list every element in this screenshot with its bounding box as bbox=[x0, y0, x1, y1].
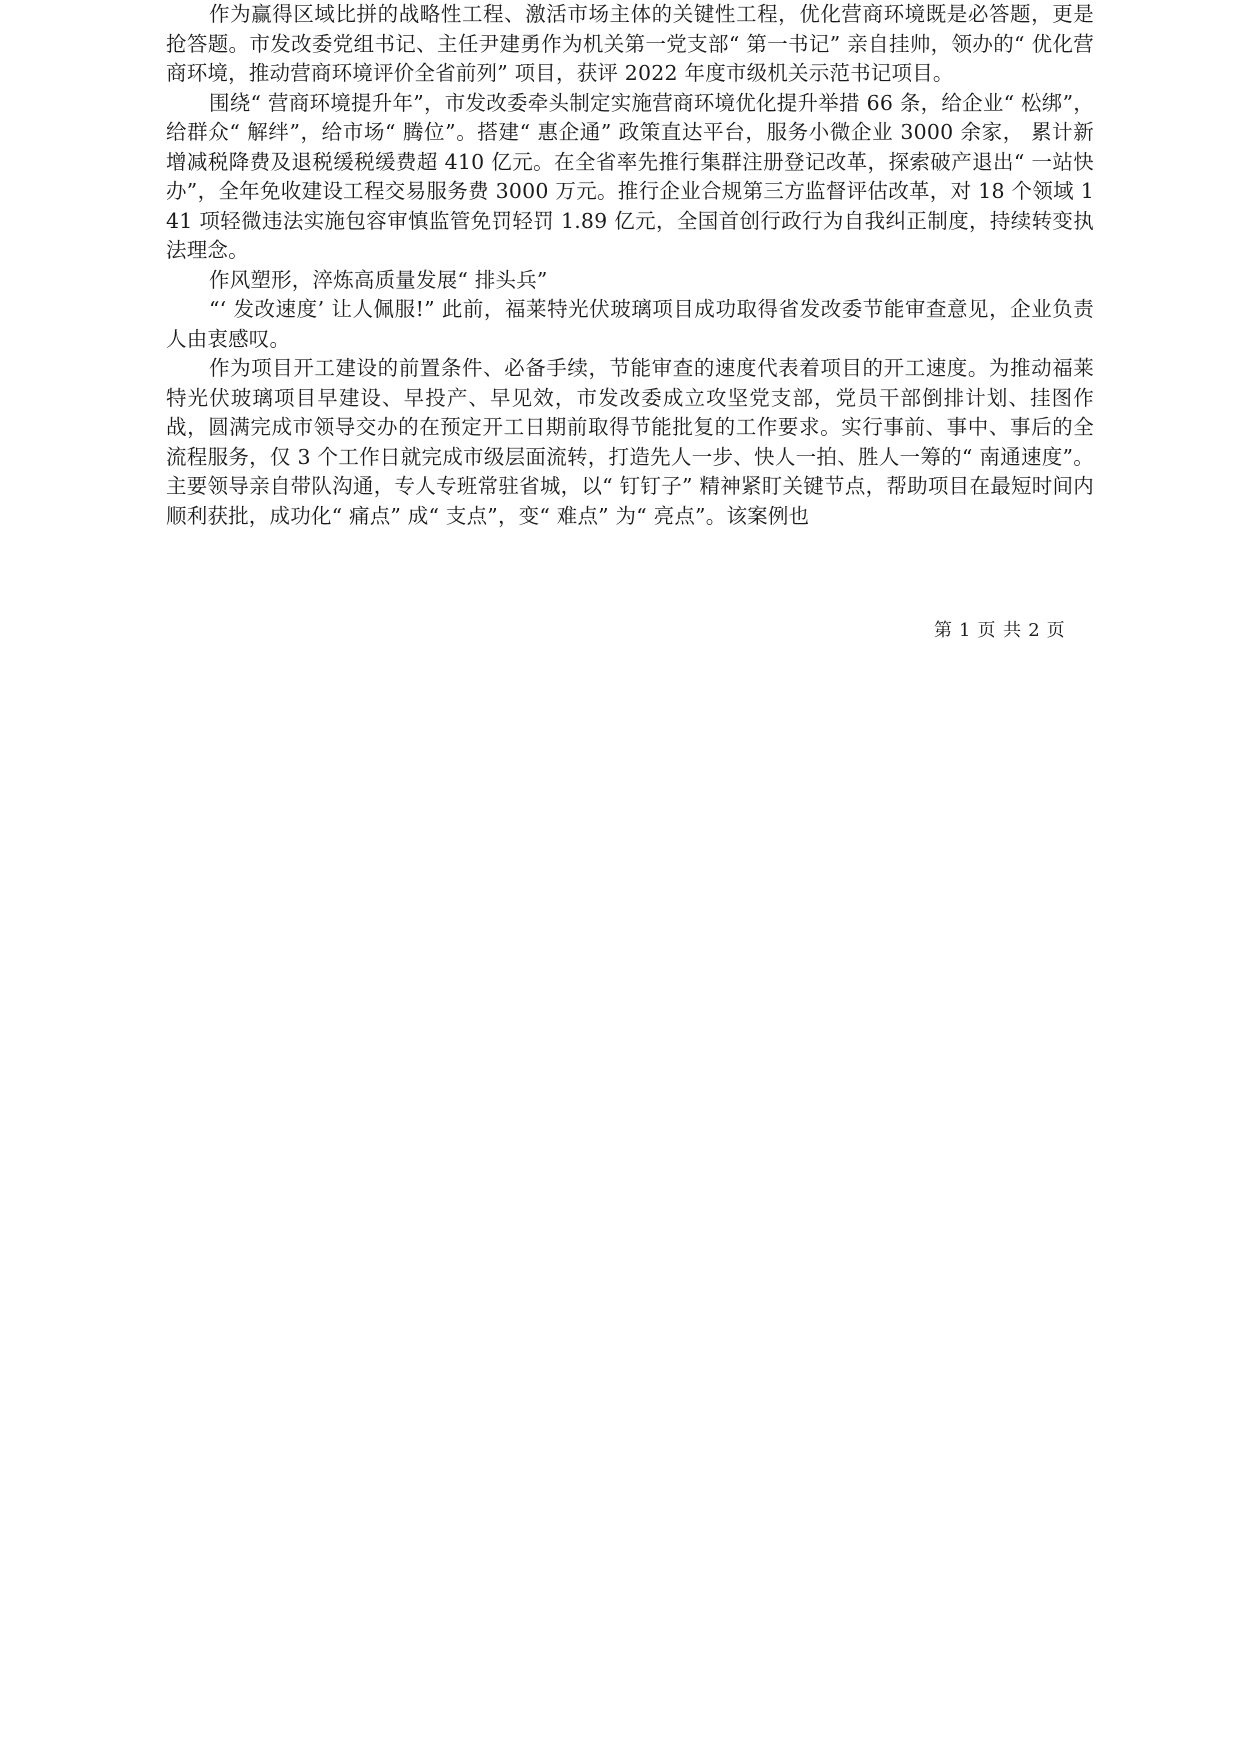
footer-suffix: 页 bbox=[1046, 620, 1066, 641]
document-body bbox=[166, 0, 1094, 531]
paragraph-4: 作为项目开工建设的前置条件、必备手续，节能审查的速度代表着项目的开工速度。为推动福莱特光伏玻璃项目早建设、早投产、早见效，市发改委成立攻坚党支部，党员干部倒排计划、挂图作战，圆满完成市领导交办的在预定开工日期前取得节能批复的工作要求。实行事前、事中、事后的全流程服务，仅 3 个工作日就完成市级层面流转，打造先人一步、快人一拍、胜人一筹的“ 南通速度”。主要领导亲自带队沟通，专人专班常驻省城，以“ 钉钉子” 精神紧盯关键节点，帮助项目在最短时间内顺利获批，成功化“ 痛点” 成“ 支点”，变“ 难点” 为“ 亮点”。该案例也 bbox=[166, 356, 1094, 528]
footer-prefix: 第 bbox=[934, 620, 953, 641]
total-page-number: 2 bbox=[1028, 620, 1041, 641]
footer-middle: 页 共 bbox=[977, 620, 1023, 641]
paragraph-1: 作为赢得区域比拼的战略性工程、激活市场主体的关键性工程，优化营商环境既是必答题，更是抢答题。市发改委党组书记、主任尹建勇作为机关第一党支部“ 第一书记” 亲自挂帅，领办的“ 优化营商环境，推动营商环境评价全省前列” 项目，获评 2022 年度市级机关示范书记项目。 bbox=[166, 2, 1094, 85]
paragraph-3: “‘ 发改速度’ 让人佩服!” 此前，福莱特光伏玻璃项目成功取得省发改委节能审查意见，企业负责人由衷感叹。 bbox=[166, 297, 1094, 351]
page-footer bbox=[934, 618, 1066, 644]
section-heading: 作风塑形，淬炼高质量发展“ 排头兵” bbox=[209, 267, 548, 292]
current-page-number: 1 bbox=[959, 620, 972, 641]
paragraph-2: 围绕“ 营商环境提升年”，市发改委牵头制定实施营商环境优化提升举措 66 条，给企业“ 松绑”，给群众“ 解绊”，给市场“ 腾位”。搭建“ 惠企通” 政策直达平台，服务小微企业 3000 余家， 累计新增减税降费及退税缓税缓费超 410 亿元。在全省率先推行集群注册登记改革，探索破产退出“ 一站快办”，全年免收建设工程交易服务费 3000 万元。推行企业合规第三方监督评估改革，对 18 个领域 141 项轻微违法实施包容审慎监管免罚轻罚 1.89 亿元，全国首创行政行为自我纠正制度，持续转变执法理念。 bbox=[166, 90, 1094, 262]
